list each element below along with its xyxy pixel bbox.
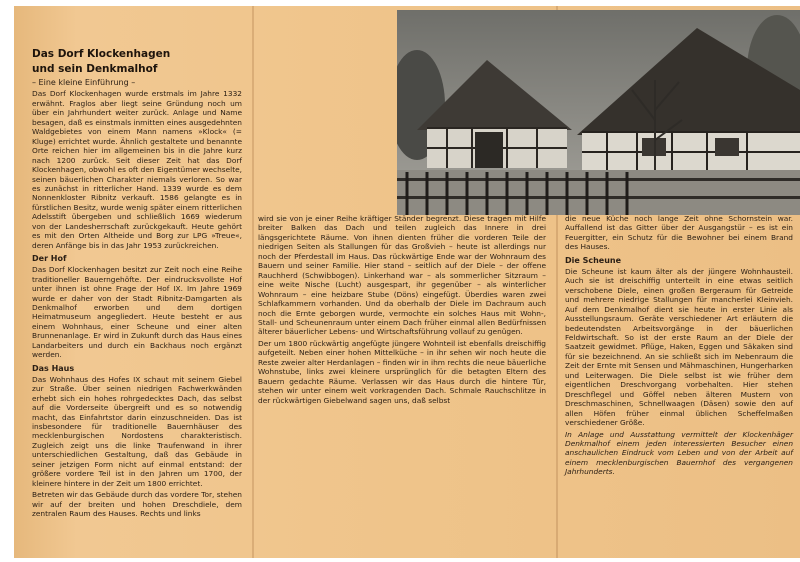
haus-paragraph-2: Betreten wir das Gebäude durch das vordere Tor, stehen wir auf der breiten und hohen Dreschdiele, dem zentralen Raum des Hauses. Rechts und links: [32, 490, 242, 519]
title-line-2: und sein Denkmalhof: [32, 63, 158, 75]
heading-hof: Der Hof: [32, 254, 67, 264]
heading-haus: Das Haus: [32, 363, 75, 373]
column-1: [32, 48, 242, 520]
fold-line-left: [252, 6, 254, 558]
intro-paragraph: Das Dorf Klockenhagen wurde erstmals im Jahre 1332 erwähnt. Fraglos aber liegt seine Gründung noch um über ein Jahrhundert weiter zurück. Anlage und Name besagen, daß es einstmals inmitten eines ausgedehnten Waldgebietes von einem Mann namens »Klock« (= Kluge) errichtet wurde. Ähnlich gestaltete und benannte Orte reichen hier im allgemeinen bis in die Jahre kurz nach 1200 zurück. Seit dieser Zeit hat das Dorf Klockenhagen, obwohl es oft den Eigentümer wechselte, seinen bäuerlichen Charakter niemals verloren. So war es zunächst in ritterlicher Hand. 1339 wurde es dem Nonnenkloster Ribnitz verkauft. 1586 gelangte es in fürstlichen Besitz, wurde wenig später einem ritterlichen Adelsstift übergeben und schließlich 1669 wiederum von der Landesherrschaft zurückgekauft. Heute gehört es mit den Orten Altheide und Borg zur LPG »Treue«, deren Anfänge bis in das Jahr 1953 zurückreichen.: [32, 89, 242, 250]
hof-paragraph: Das Dorf Klockenhagen besitzt zur Zeit noch eine Reihe traditioneller Bauerngehöfte. Der eindrucksvollste Hof unter ihnen ist ohne Frage der Hof IX. Im Jahre 1969 wurde er daher von der Stadt Ribnitz-Damgarten als Denkmalhof erworben und dem dortigen Heimatmuseum angegliedert. Heute besteht er aus einem Wohnhaus, einer Scheune und einer alten Brunnenanlage. Er wird in Zukunft durch das Haus eines Landarbeiters und durch ein Backhaus noch ergänzt werden.: [32, 265, 242, 360]
title-line-1: Das Dorf Klockenhagen: [32, 48, 171, 60]
col3-paragraph-1: die neue Küche noch lange Zeit ohne Schornstein war. Auffallend ist das Gitter über der Ausgangstür – es ist ein Feuergitter, ein Schutz für die Bewohner bei einem Brand des Hauses.: [565, 214, 793, 252]
column-3: [565, 214, 793, 479]
col2-paragraph-1: wird sie von je einer Reihe kräftiger Ständer begrenzt. Diese tragen mit Hilfe breiter Balken das Dach und teilen zugleich das Innere in drei längsgerichtete Räume. Von ihnen dienten früher die vorderen Teile der niedrigen Seiten als Stallungen für das Großvieh – heute ist allerdings nur noch der Pferdestall im Haus. Das rückwärtige Ende war der Wohnraum des Bauern und seiner Familie. Hier stand – seitlich auf der Diele – der offene Rauchherd (Schwibbogen). Linkerhand war – als sommerlicher Sitzraum – eine weite Nische (Lucht) ausgespart, ihr gegenüber – als winterlicher Wohnraum – eine heizbare Stube (Döns) eingefügt. Überdies waren zwei Schlafkammern vorhanden. Und da oberhalb der Diele im Dachraum auch noch die Ernte geborgen wurde, vermochte ein solches Haus mit Wohn-, Stall- und Scheunenraum unter einem Dach früher einmal allen Bedürfnissen älterer bäuerlicher Lebens- und Wirtschaftsführung vollauf zu genügen.: [258, 214, 546, 337]
closing-paragraph: In Anlage und Ausstattung vermittelt der Klockenhäger Denkmalhof einem jeden interessierten Besucher einen anschaulichen Eindruck vom Leben und von der Arbeit auf einem mecklenburgischen Bauernhof des vergangenen Jahrhunderts.: [565, 429, 793, 477]
haus-paragraph: Das Wohnhaus des Hofes IX schaut mit seinem Giebel zur Straße. Über seinen niedrigen Fachwerkwänden erhebt sich ein hohes rohrgedecktes Dach, das selbst auf die Vorderseite übergreift und es so notwendig macht, das Einfahrtstor darin einzuschneiden. Das ist insbesondere für traditionelle Bauernhäuser des mecklenburgischen Nordostens charakteristisch. Zugleich zeigt uns die linke Traufenwand in ihrer unterschiedlichen Gestaltung, daß das Gebäude in seiner jetzigen Form nicht auf einmal entstand: der größere vordere Teil ist in den Jahren um 1700, der kleinere hintere in der Zeit um 1800 errichtet.: [32, 374, 242, 488]
subtitle: – Eine kleine Einführung –: [32, 78, 136, 87]
column-2: [258, 214, 546, 407]
col2-paragraph-2: Der um 1800 rückwärtig angefügte jüngere Wohnteil ist ebenfalls dreischiffig aufgeteilt. Neben einer hohen Mittelküche – in ihr sehen wir noch heute die Reste zweier alter Herdanlagen – finden wir in ihm rechts die neue bäuerliche Wohnstube, links zwei kleinere ursprünglich für die betagten Eltern des Bauern gedachte Räume. Verlassen wir das Haus durch die hintere Tür, stehen wir unter einem weit vorkragenden Dach. Schmale Rauchschlitze in der rückwärtigen Giebelwand sagen uns, daß selbst: [258, 338, 546, 405]
scheune-paragraph: Die Scheune ist kaum älter als der jüngere Wohnhausteil. Auch sie ist dreischiffig unterteilt in eine etwas seitlich verschobene Diele, einen großen Bergeraum für Getreide und mehrere niedrige Stallungen für mancherlei Kleinvieh. Auf dem Denkmalhof dient sie heute in erster Linie als Ausstellungsraum. Geräte verschiedener Art erläutern die bedeutendsten Arbeitsvorgänge in der bäuerlichen Feldwirtschaft. So ist der erste Raum an der Diele der Saatzeit gewidmet. Pflüge, Haken, Eggen und Säkaken sind für sie bezeichnend. An sie schließt sich im Nebenraum die Zeit der Ernte mit Sensen und Mähmaschinen, Hungerharken und Leiterwagen. Die Diele selbst ist wie früher dem eigentlichen Dreschvorgang vorbehalten. Hier stehen Dreschflegel und Göffel neben älteren Mustern von Dreschmaschinen, Schnellwaagen (Däsen) sowie den auf allen Höfen früher einmal üblichen Scheffelmaßen verschiedener Größe.: [565, 266, 793, 428]
heading-scheune: Die Scheune: [565, 255, 622, 265]
farmhouse-photo: [397, 10, 800, 215]
